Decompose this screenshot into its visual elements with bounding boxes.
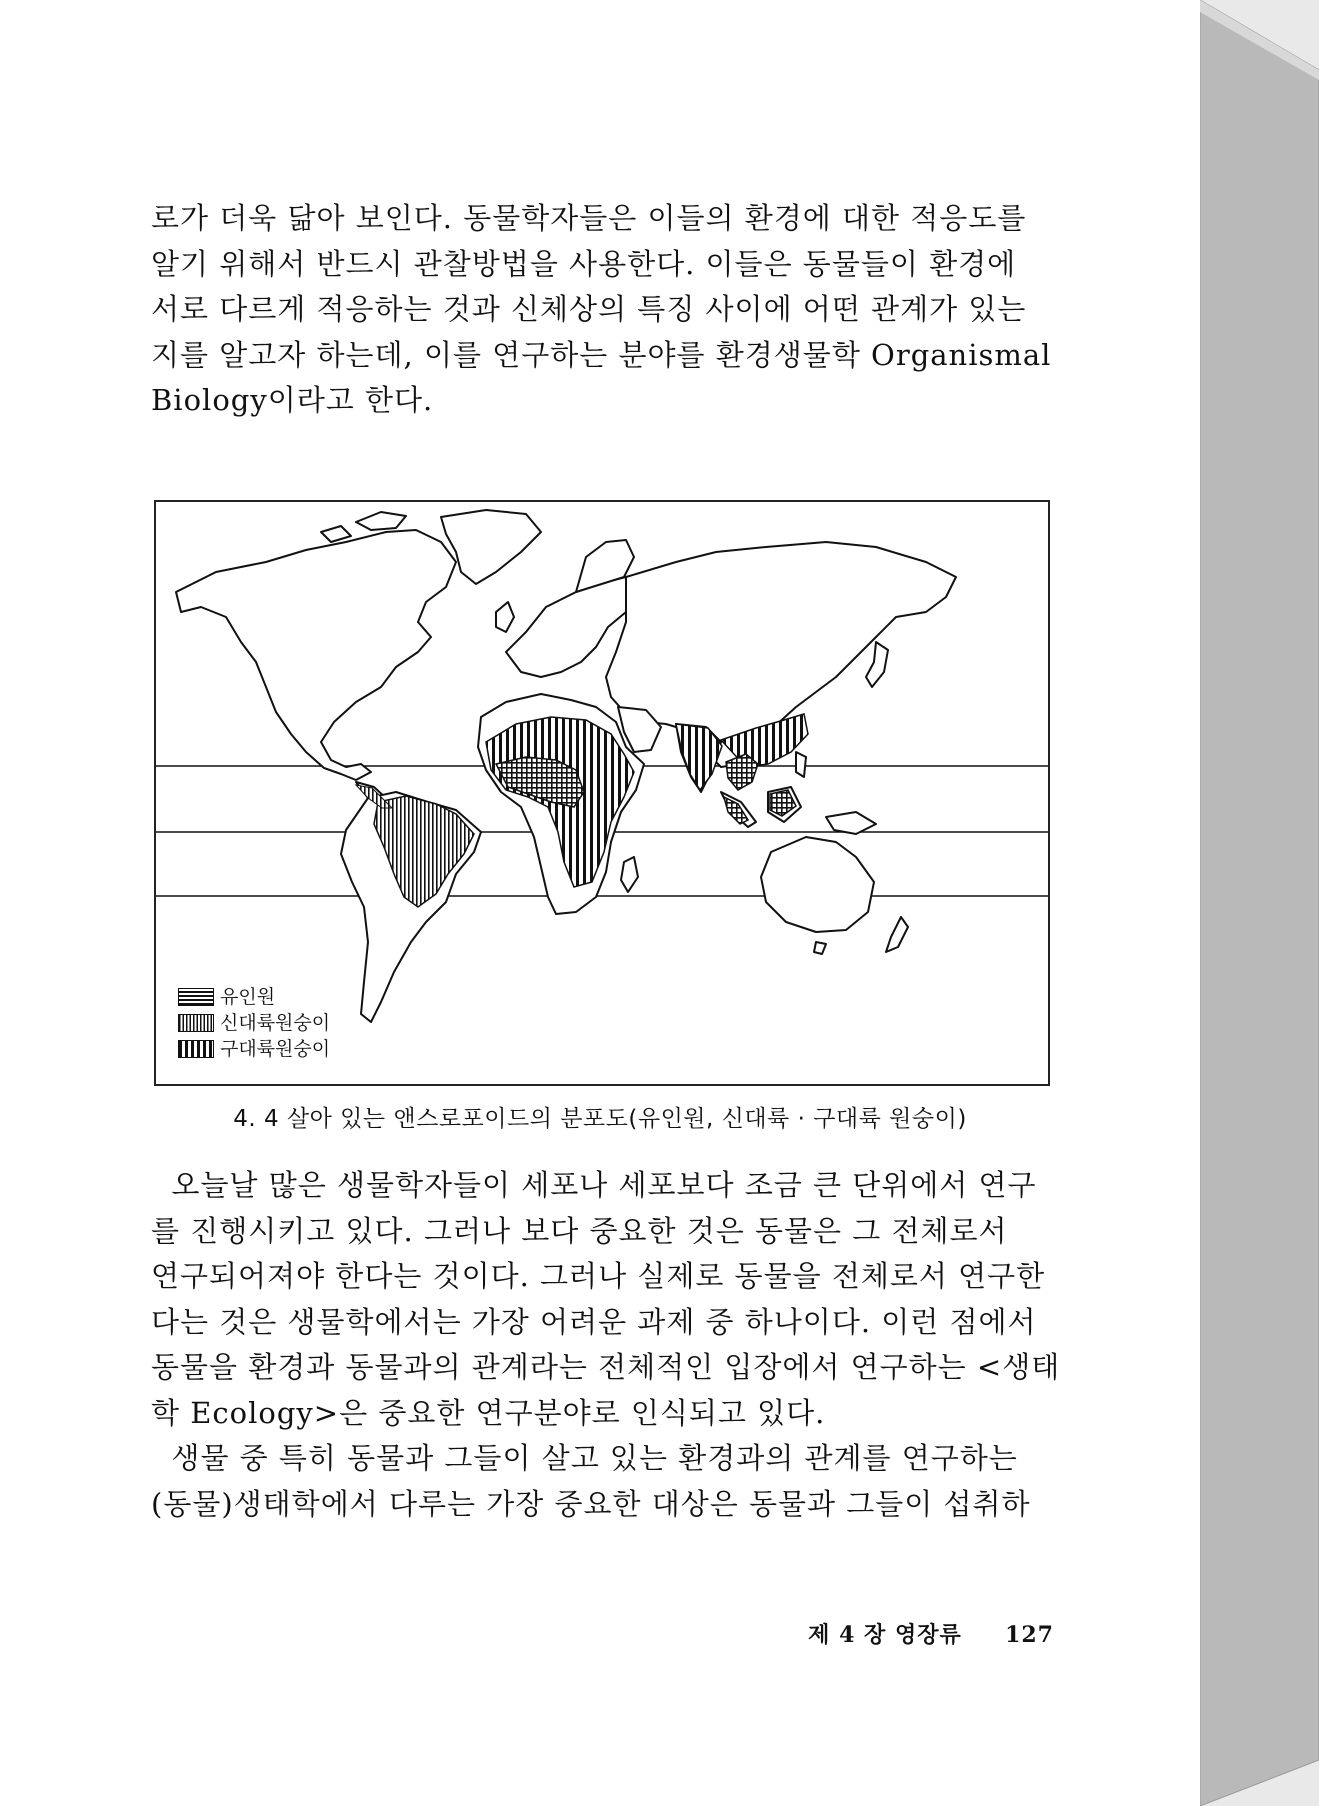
- philippines: [796, 752, 806, 777]
- page-footer: [808, 1618, 1054, 1649]
- text-line: 를 진행시키고 있다. 그러나 보다 중요한 것은 동물은 그 전체로서: [151, 1213, 1008, 1248]
- madagascar: [621, 857, 638, 892]
- text-line: 오늘날 많은 생물학자들이 세포나 세포보다 조금 큰 단위에서 연구: [151, 1168, 1037, 1202]
- arctic-island: [356, 512, 406, 530]
- paragraph-bottom: [151, 1163, 1061, 1527]
- old-world-monkey-swatch-icon: [178, 1040, 214, 1058]
- ape-swatch-icon: [178, 988, 214, 1006]
- new-zealand: [886, 917, 908, 952]
- legend-item-old-world-monkey: [178, 1036, 330, 1062]
- legend-item-new-world-monkey: [178, 1010, 330, 1036]
- ape-range: [726, 754, 758, 790]
- text-line: 알기 위해서 반드시 관찰방법을 사용한다. 이들은 동물들이 환경에: [151, 246, 1017, 281]
- new-guinea: [826, 812, 876, 834]
- legend-label: 구대륙원숭이: [220, 1038, 331, 1060]
- page-number: 127: [1005, 1622, 1054, 1648]
- paragraph-top: [151, 196, 1051, 424]
- book-edge-3d: [1200, 0, 1319, 1806]
- text-line: 동물을 환경과 동물과의 관계라는 전체적인 입장에서 연구하는 <생태: [151, 1350, 1061, 1384]
- text-line: 지를 알고자 하는데, 이를 연구하는 분야를 환경생물학 Organismal: [151, 337, 1052, 372]
- text-line: (동물)생태학에서 다루는 가장 중요한 대상은 동물과 그들이 섭취하: [151, 1486, 1031, 1521]
- japan: [866, 642, 888, 687]
- text-line: 서로 다르게 적응하는 것과 신체상의 특징 사이에 어떤 관계가 있는: [151, 292, 1027, 326]
- text-line: 연구되어져야 한다는 것이다. 그러나 실제로 동물을 전체로서 연구한: [151, 1259, 1046, 1293]
- text-line: Biology이라고 한다.: [151, 383, 434, 417]
- north-america: [176, 530, 456, 780]
- text-line: 다는 것은 생물학에서는 가장 어려운 과제 중 하나이다. 이런 점에서: [151, 1304, 1037, 1339]
- tasmania: [814, 942, 826, 954]
- australia: [761, 837, 874, 932]
- new-world-monkey-swatch-icon: [178, 1014, 214, 1032]
- map-legend: [178, 984, 330, 1062]
- legend-label: 유인원: [220, 986, 276, 1008]
- text-line: 로가 더욱 닮아 보인다. 동물학자들은 이들의 환경에 대한 적응도를: [151, 201, 1027, 235]
- british-isles: [496, 602, 514, 632]
- text-line: 학 Ecology>은 중요한 연구분야로 인식되고 있다.: [151, 1395, 826, 1430]
- legend-item-ape: [178, 984, 330, 1010]
- distribution-map: [154, 500, 1050, 1086]
- chapter-title: 제 4 장 영장류: [808, 1622, 962, 1648]
- legend-label: 신대륙원숭이: [220, 1012, 331, 1034]
- figure-caption: 4. 4 살아 있는 앤스로포이드의 분포도(유인원, 신대륙 · 구대륙 원숭이): [233, 1106, 967, 1132]
- greenland: [441, 510, 541, 584]
- arctic-island: [321, 526, 351, 542]
- text-line: 생물 중 특히 동물과 그들이 살고 있는 환경과의 관계를 연구하는: [151, 1441, 1018, 1475]
